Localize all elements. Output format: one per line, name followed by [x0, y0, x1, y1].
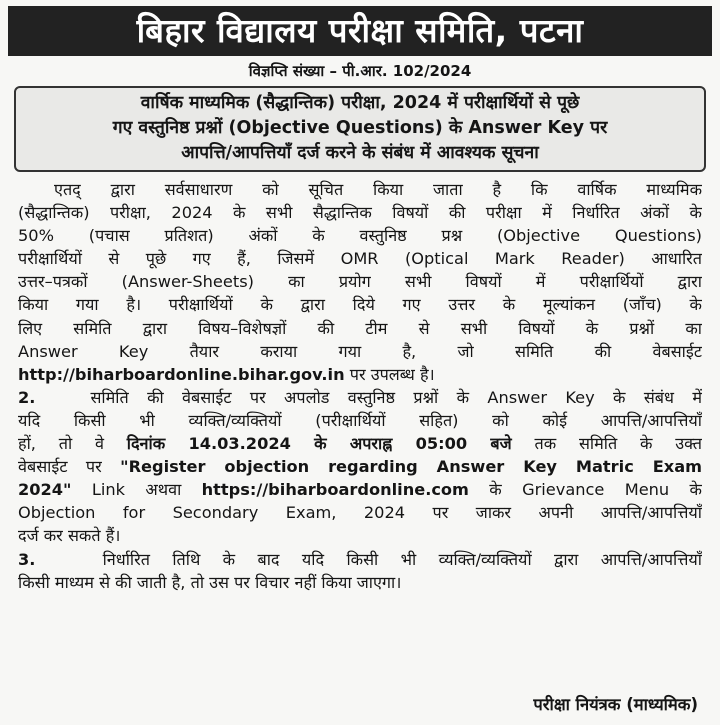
- paragraph-1-line: (सैद्धान्तिक) परीक्षा, 2024 के सभी सैद्धान्तिक विषयों की परीक्षा में निर्धारित अंकों के: [18, 203, 702, 223]
- paragraph-1-line: लिए समिति द्वारा विषय–विशेषज्ञों की टीम से सभी विषयों के प्रश्नों का: [18, 318, 702, 338]
- paragraph-1-line: एतद् द्वारा सर्वसाधारण को सूचित किया जाता है कि वार्षिक माध्यमिक: [54, 180, 702, 199]
- paragraph-2-line: [18, 455, 702, 478]
- url-tail-text: पर उपलब्ध है।: [344, 364, 435, 384]
- paragraph-3-line: [18, 548, 702, 571]
- subject-line: गए वस्तुनिष्ठ प्रश्नों (Objective Questions) के Answer Key पर: [112, 118, 608, 138]
- grievance-website-url[interactable]: https://biharboardonline.com: [201, 480, 469, 500]
- paragraph-2-line: [18, 432, 702, 455]
- paragraph-1-line: परीक्षार्थियों से पूछे गए हैं, जिसमें OMR (Optical Mark Reader) आधारित: [18, 249, 702, 269]
- website-url[interactable]: http://biharboardonline.bihar.gov.in: [18, 364, 345, 384]
- paragraph-1-line: Answer Key तैयार कराया गया है, जो समिति की वेबसाईट: [18, 341, 702, 361]
- paragraph-1-line: उत्तर–पत्रकों (Answer-Sheets) का प्रयोग सभी विषयों में परीक्षार्थियों द्वारा: [18, 272, 702, 292]
- paragraph-3-last-line: किसी माध्यम से की जाती है, तो उस पर विचार नहीं किया जाएगा।: [18, 572, 402, 592]
- paragraph-2-number: 2.: [18, 387, 36, 407]
- objection-link-name[interactable]: "Register objection regarding Answer Key Matric Exam: [120, 457, 702, 477]
- notice-body: [8, 172, 712, 594]
- signature-designation: परीक्षा नियंत्रक (माध्यमिक): [533, 695, 698, 714]
- paragraph-2-last-line: दर्ज कर सकते हैं।: [18, 526, 121, 546]
- objection-link-name-end[interactable]: 2024": [18, 480, 72, 500]
- objection-deadline: दिनांक 14.03.2024 के अपराह्न 05:00 बजे: [126, 434, 512, 454]
- subject-box: [14, 86, 706, 172]
- paragraph-2-text: तक समिति के उक्त: [511, 434, 702, 454]
- paragraph-2-line: [18, 386, 702, 409]
- paragraph-1-last-line: [18, 363, 702, 386]
- paragraph-1-line: 50% (पचास प्रतिशत) अंकों के वस्तुनिष्ठ प्रश्न (Objective Questions): [18, 226, 702, 246]
- paragraph-3-number: 3.: [18, 549, 36, 569]
- paragraph-2-text: समिति की वेबसाईट पर अपलोड वस्तुनिष्ठ प्रश्नों के Answer Key के संबंध में: [90, 387, 702, 407]
- paragraph-2-line: यदि किसी भी व्यक्ति/व्यक्तियों (परीक्षार्थियों सहित) को कोई आपत्ति/आपत्तियाँ: [18, 410, 702, 430]
- paragraph-2-text: के Grievance Menu के: [468, 480, 702, 500]
- paragraph-2-text: वेबसाईट पर: [18, 457, 121, 477]
- paragraph-1-line: किया गया है। परीक्षार्थियों के द्वारा दिये गए उत्तर के मूल्यांकन (जाँच) के: [18, 295, 702, 315]
- notice-number: विज्ञप्ति संख्या – पी.आर. 102/2024: [248, 62, 472, 80]
- paragraph-2-text: हों, तो वे: [18, 434, 127, 454]
- paragraph-2-text: Link अथवा: [71, 480, 202, 500]
- subject-line: वार्षिक माध्यमिक (सैद्धान्तिक) परीक्षा, 2024 में परीक्षार्थियों से पूछे: [140, 93, 580, 113]
- board-title: बिहार विद्यालय परीक्षा समिति, पटना: [8, 6, 712, 56]
- paragraph-2-line: Objection for Secondary Exam, 2024 पर जाकर अपनी आपत्ति/आपत्तियाँ: [18, 503, 702, 523]
- paragraph-2-line: [18, 478, 702, 501]
- subject-line: आपत्ति/आपत्तियाँ दर्ज करने के संबंध में आवश्यक सूचना: [181, 143, 539, 163]
- paragraph-3-text: निर्धारित तिथि के बाद यदि किसी भी व्यक्ति/व्यक्तियों द्वारा आपत्ति/आपत्तियाँ: [102, 549, 702, 569]
